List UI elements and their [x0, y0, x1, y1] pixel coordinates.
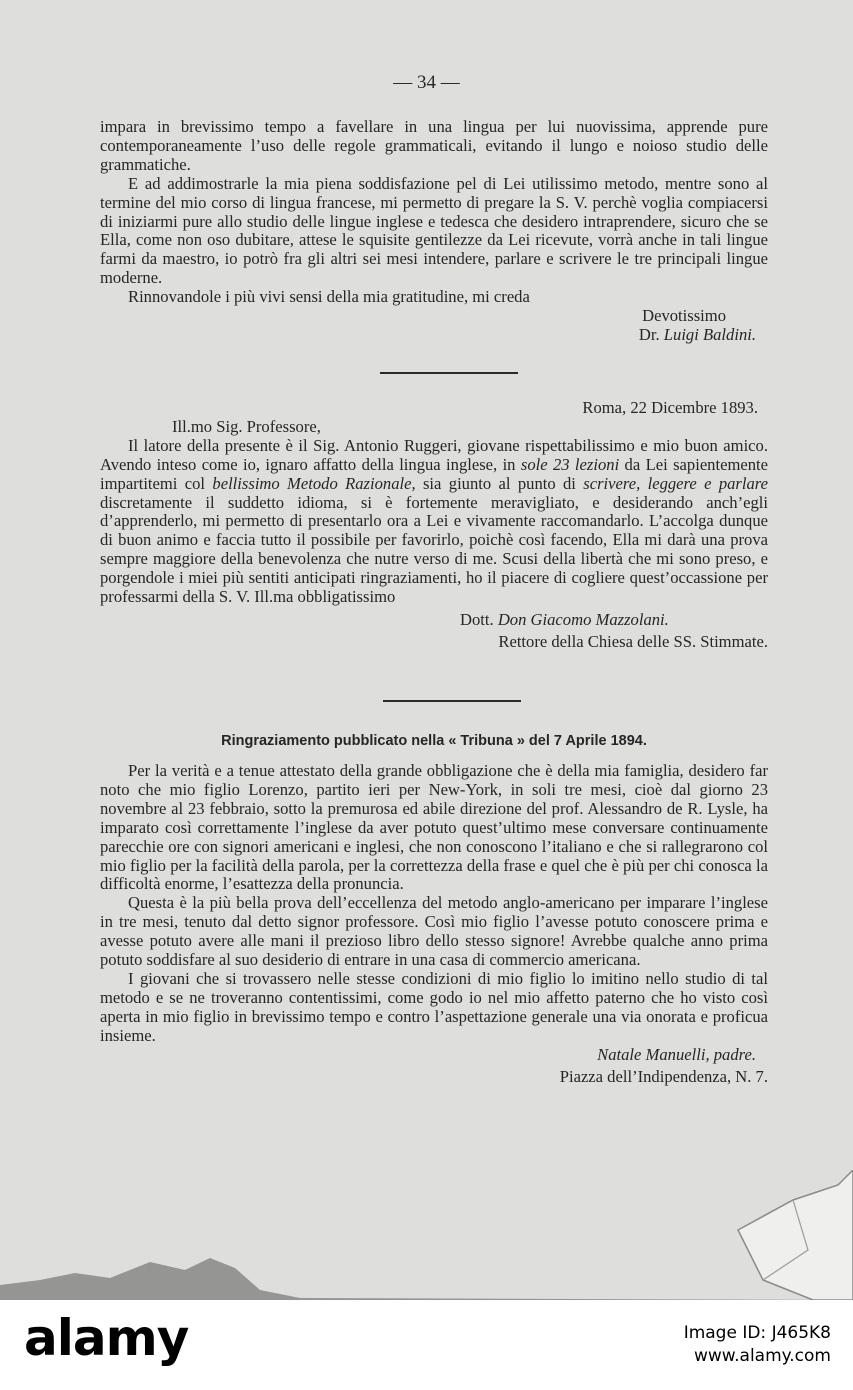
baldini-paragraph-1: impara in brevissimo tempo a favellare in una lingua per lui nuovissima, apprende pure contemporaneamente l’uso delle regole grammaticali, evitando il lungo e noioso studio delle grammatiche. — [100, 117, 768, 174]
mazzolani-date: Roma, 22 Dicembre 1893. — [582, 398, 758, 417]
mazzolani-signature-name: Don Giacomo Mazzolani. — [497, 609, 669, 629]
section-divider-1 — [380, 372, 518, 374]
manuelli-address: Piazza dell’Indipendenza, N. 7. — [559, 1066, 768, 1086]
letter-baldini — [100, 118, 768, 345]
site-url: www.alamy.com — [693, 1345, 831, 1366]
manuelli-paragraph-3: I giovani che si trovassero nelle stesse condizioni di mio figlio lo imitino nello studio di tal metodo e se ne troveranno contentissimi, come godo io nel mio affetto paterno che ho visto così aperta in mio figlio in brevissimo tempo e contro l’aspettazione generale una via onorata e proficua insieme. — [100, 968, 768, 1045]
mazzolani-body-italic-1: sole 23 lezioni — [520, 454, 620, 474]
watermark-info — [684, 1322, 831, 1368]
mazzolani-body-text-2: da Lei sapientemente impartitemi col — [100, 454, 768, 493]
mountain-silhouette — [0, 1240, 853, 1300]
image-id: Image ID: J465K8 — [683, 1323, 831, 1343]
manuelli-paragraph-1: Per la verità e a tenue attestato della grande obbligazione che è della mia famiglia, desidero far noto che mio figlio Lorenzo, partito ieri per New-York, in soli tre mesi, cioè dal giorno 23 novembre al 23 febbraio, sotto la premurosa ed abile direzione del prof. Alessandro de R. Lysle, ha imparato così correttamente l’inglese da aver potuto quest’ultimo mese conversare continuamente parecchie ore con signori americani e inglesi, che non conoscono l’italiano e che si rallegrarono col mio figlio per la facilità della parola, per la correttezza della frase e quel che è più per chi conosca la difficoltà enorme, l’esattezza della pronuncia. — [100, 761, 768, 894]
section-divider-2 — [383, 700, 521, 702]
mazzolani-body-text-4: discretamente il suddetto idioma, si è fortemente meravigliato, e desiderando anch’egli d’apprenderlo, mi permetto di presentarlo ora a Lei e vivamente raccomandarlo. L’accolga dunque di buon animo e faccia tutto il possibile per favorirlo, poichè così facendo, Ella mi darà una prova sempre maggiore della benevolenza che nutre verso di me. Scusi della libertà che mi sono preso, e porgendole i miei più sentiti anticipati ringraziamenti, ho il piacere di cogliere quest’occassione per professarmi della S. V. Ill.ma obbligatissimo — [100, 492, 768, 607]
mazzolani-body-italic-2: bellissimo Metodo Razionale, — [212, 473, 416, 493]
baldini-signature — [100, 326, 768, 345]
manuelli-signature — [100, 1046, 768, 1065]
letter-mazzolani — [100, 399, 768, 652]
mazzolani-signature-title: Dott. — [460, 609, 494, 629]
mazzolani-body-italic-3: scrivere, leggere e parlare — [583, 473, 768, 493]
torn-corner — [733, 1170, 853, 1300]
baldini-closing: Devotissimo — [642, 306, 726, 326]
page-number: — 34 — — [393, 72, 460, 93]
baldini-paragraph-3: Rinnovandole i più vivi sensi della mia gratitudine, mi creda — [128, 287, 530, 307]
mazzolani-salutation: Ill.mo Sig. Professore, — [172, 416, 321, 436]
mazzolani-body-text-3: sia giunto al punto di — [415, 473, 584, 493]
manuelli-paragraph-2: Questa è la più bella prova dell’eccellenza del metodo anglo-americano per imparare l’inglese in tre mesi, tenuto dal detto signor professore. Così mio figlio l’avesse potuto conoscere prima e avesse potuto avere alle mani il prezioso libro dello stesso signore! Avrebbe qualche anno prima potuto soddisfare al suo desiderio di entrare in una casa di commercio americana. — [100, 893, 768, 970]
letter-manuelli — [100, 762, 768, 1086]
baldini-signature-title: Dr. — [638, 324, 660, 344]
alamy-logo: alamy — [24, 1309, 189, 1367]
mazzolani-signature — [100, 611, 768, 630]
mazzolani-body-text-1: Il latore della presente è il Sig. Antonio Ruggeri, giovane rispettabilissimo e mio buon amico. Avendo inteso come io, ignaro affatto della lingua inglese, in — [100, 435, 768, 474]
manuelli-signature-name: Natale Manuelli, padre. — [597, 1044, 756, 1064]
baldini-signature-name: Luigi Baldini. — [663, 324, 756, 344]
mazzolani-role: Rettore della Chiesa delle SS. Stimmate. — [498, 631, 768, 651]
tribuna-heading: Ringraziamento pubblicato nella « Tribuna » del 7 Aprile 1894. — [221, 733, 647, 749]
mazzolani-body — [100, 437, 768, 607]
baldini-paragraph-2: E ad addimostrarle la mia piena soddisfazione pel di Lei utilissimo metodo, mentre sono al termine del mio corso di lingua francese, mi permetto di pregare la S. V. perchè voglia compiacersi di iniziarmi pure allo studio delle lingue inglese e tedesca che desidero intraprendere, sicuro che se Ella, come non oso dubitare, attese le squisite gentilezze da Lei ricevute, vorrà anche in tali lingue farmi da maestro, io potrò fra gli altri sei mesi intendere, parlare e scrivere le tre principali lingue moderne. — [100, 173, 768, 288]
